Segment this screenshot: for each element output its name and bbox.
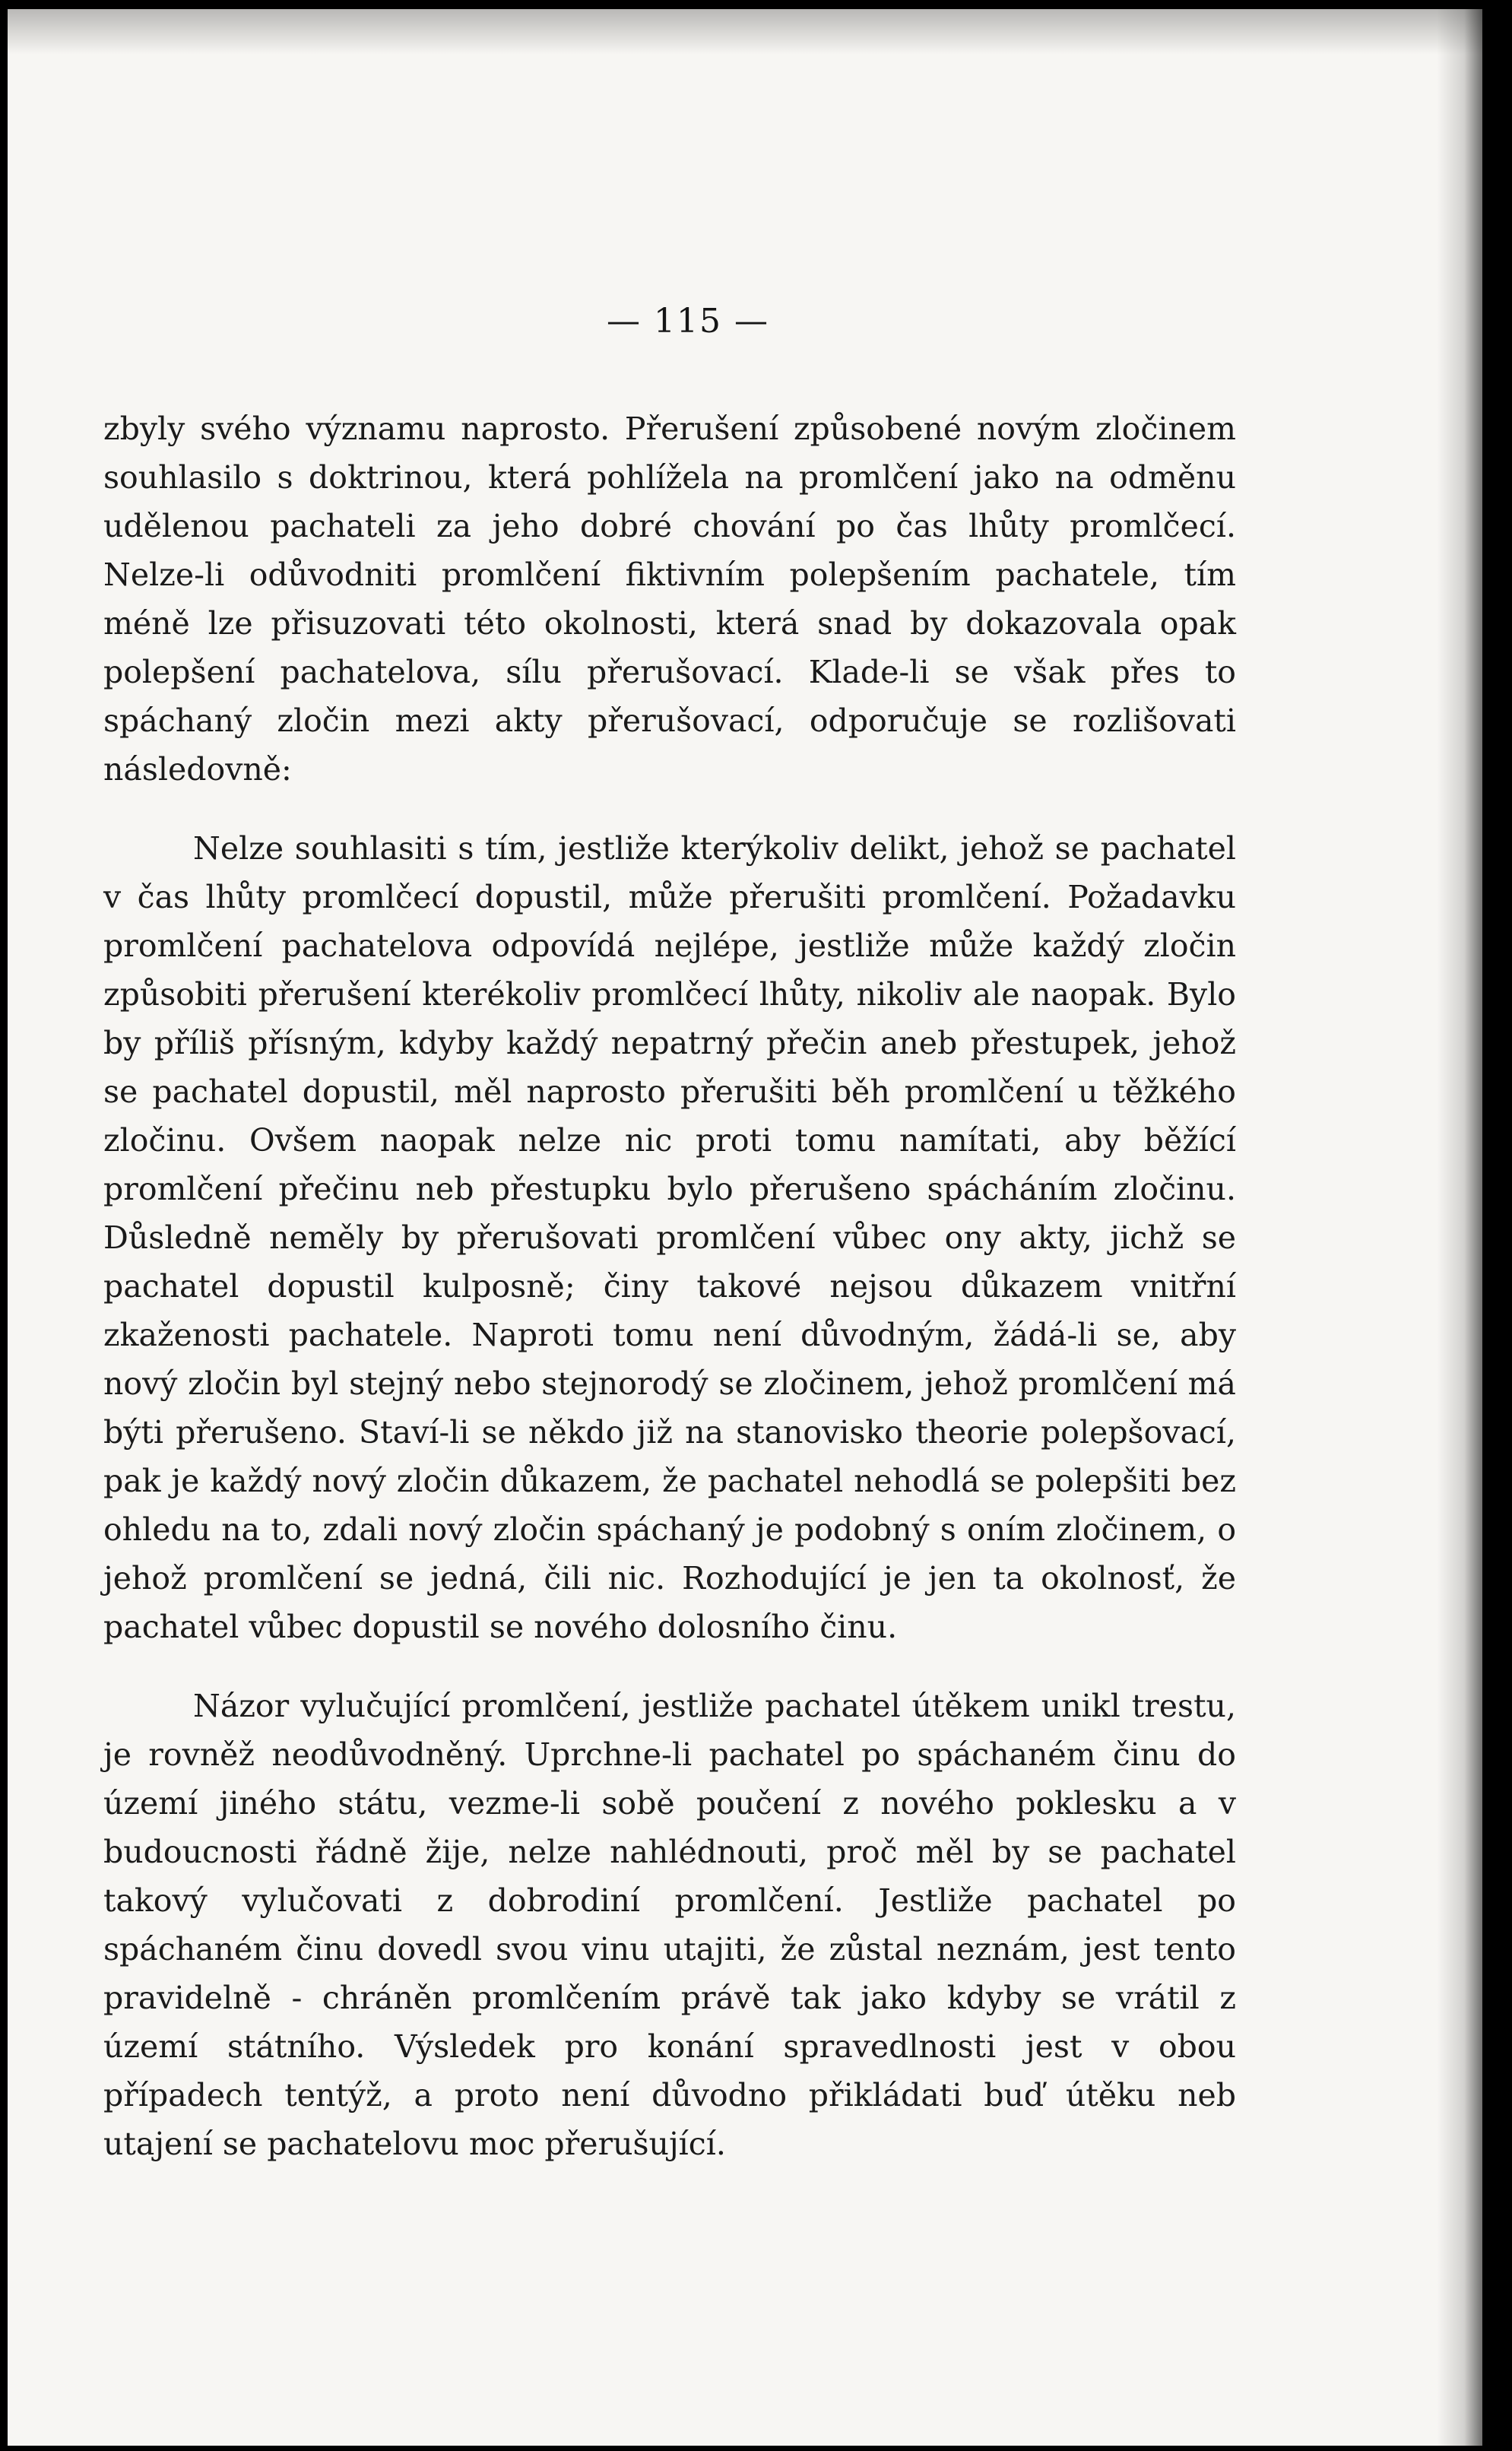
paragraph-2: Nelze souhlasiti s tím, jestliže kterýkoliv delikt, jehož se pachatel v čas lhůty promlčecí dopustil, může přerušiti promlčení. Požadavku promlčení pachatelova odpovídá nejlépe, jestliže může každý zločin způsobiti přerušení kterékoliv promlčecí lhůty, nikoliv ale naopak. Bylo by příliš přísným, kdyby každý nepatrný přečin aneb přestupek, jehož se pachatel dopustil, měl naprosto přerušiti běh promlčení u těžkého zločinu. Ovšem naopak nelze nic proti tomu namítati, aby běžící promlčení přečinu neb přestupku bylo přerušeno spácháním zločinu. Důsledně neměly by přerušovati promlčení vůbec ony akty, jichž se pachatel dopustil kulposně; činy takové nejsou důkazem vnitřní zkaženosti pachatele. Naproti tomu není důvodným, žádá-li se, aby nový zločin byl stejný nebo stejnorodý se zločinem, jehož promlčení má býti přerušeno. Staví-li se někdo již na stanovisko theorie polepšovací, pak je každý nový zločin důkazem, že pachatel nehodlá se polepšiti bez ohledu na to, zdali nový zločin spáchaný je podobný s oním zločinem, o jehož promlčení se jedná, čili nic. Rozhodující je jen ta okolnosť, že pachatel vůbec dopustil se nového dolosního činu. (103, 830, 1236, 1645)
paragraph-3: Názor vylučující promlčení, jestliže pachatel útěkem unikl trestu, je rovněž neodůvodněný. Uprchne-li pachatel po spáchaném činu do území jiného státu, vezme-li sobě poučení z nového poklesku a v budoucnosti řádně žije, nelze nahlédnouti, proč měl by se pachatel takový vylučovati z dobrodiní promlčení. Jestliže pachatel po spáchaném činu dovedl svou vinu utajiti, že zůstal neznám, jest tento pravidelně - chráněn promlčením právě tak jako kdyby se vrátil z území státního. Výsledek pro konání spravedlnosti jest v obou případech tentýž, a proto není důvodno přikládati buď útěku neb utajení se pachatelovu moc přerušující. (103, 1688, 1236, 2162)
scan-shadow-top (8, 9, 1482, 55)
book-page (8, 9, 1482, 2446)
body-text (103, 404, 1236, 2168)
page-number-header: — 115 — (607, 302, 769, 341)
paragraph-1: zbyly svého významu naprosto. Přerušení způsobené novým zločinem souhlasilo s doktrinou, která pohlížela na promlčení jako na odměnu udělenou pachateli za jeho dobré chování po čas lhůty promlčecí. Nelze-li odůvodniti promlčení fiktivním polepšením pachatele, tím méně lze přisuzovati této okolnosti, která snad by dokazovala opak polepšení pachatelova, sílu přerušovací. Klade-li se však přes to spáchaný zločin mezi akty přerušovací, odporučuje se rozlišovati následovně: (103, 411, 1236, 788)
scan-shadow-right (1437, 9, 1482, 2446)
